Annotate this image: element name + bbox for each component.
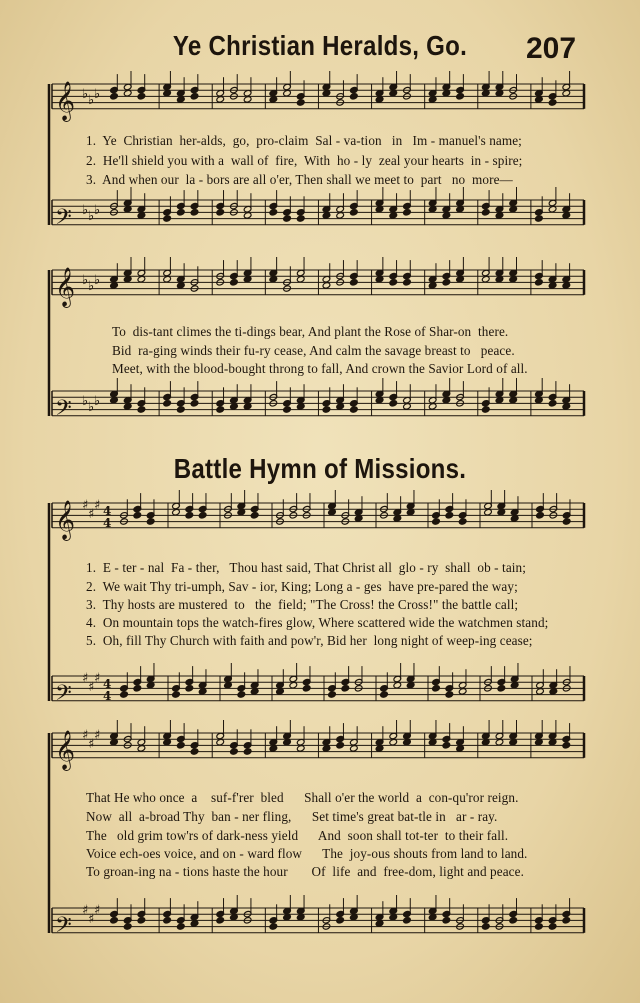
hymn1-verse3-line1: 3. And when our la - bors are all o'er, Then shall we meet to part no more— bbox=[86, 172, 513, 187]
hymn1-verse3-line2: Meet, with the blood-bought throng to fall, And crown the Savior Lord of all. bbox=[112, 361, 528, 376]
note-head bbox=[216, 917, 225, 924]
hymn1-verse1-line2: To dis-tant climes the ti-dings bear, And plant the Rose of Shar-on there. bbox=[112, 324, 509, 339]
sharp-icon: ♯ bbox=[82, 498, 89, 513]
flat-icon: ♭ bbox=[94, 203, 101, 218]
sharp-icon: ♯ bbox=[82, 671, 89, 686]
note-head bbox=[535, 215, 544, 222]
note-head bbox=[237, 691, 246, 698]
note-head bbox=[482, 923, 491, 930]
note-head bbox=[230, 748, 239, 755]
note-head bbox=[350, 93, 359, 100]
note-head bbox=[198, 512, 207, 519]
note-head bbox=[243, 748, 252, 755]
note-head bbox=[445, 691, 454, 698]
note-head bbox=[269, 923, 278, 930]
hymn1-verse2-line2: Bid ra-ging winds their fu-ry cease, And calm the savage breast to peace. bbox=[112, 343, 515, 358]
note-head bbox=[535, 923, 544, 930]
note-head bbox=[536, 512, 545, 519]
note-head bbox=[216, 209, 225, 216]
flat-icon: ♭ bbox=[94, 394, 101, 409]
flat-icon: ♭ bbox=[82, 273, 89, 288]
note-head bbox=[350, 209, 359, 216]
note-head bbox=[562, 518, 571, 525]
note-head bbox=[250, 512, 259, 519]
flat-icon: ♭ bbox=[88, 93, 95, 108]
note-head bbox=[497, 685, 506, 692]
flat-icon: ♭ bbox=[82, 87, 89, 102]
time-signature: 4 bbox=[103, 689, 112, 703]
note-head bbox=[296, 99, 305, 106]
note-head bbox=[548, 923, 557, 930]
note-head bbox=[403, 209, 412, 216]
flat-icon: ♭ bbox=[94, 273, 101, 288]
note-head bbox=[458, 518, 467, 525]
note-head bbox=[432, 518, 441, 525]
hymn2-verse5-line1: 5. Oh, fill Thy Church with faith and pow'r, Bid her long night of weep-ing cease; bbox=[86, 633, 533, 648]
sharp-icon: ♯ bbox=[94, 671, 101, 686]
note-head bbox=[230, 279, 239, 286]
note-head bbox=[110, 93, 119, 100]
hymn2-verse4-line2: Voice ech-oes voice, and on - ward flow The joy-ous shouts from land to land. bbox=[86, 846, 528, 861]
sharp-icon: ♯ bbox=[88, 737, 95, 752]
treble-clef-icon: 𝄞 bbox=[55, 729, 76, 770]
page-number: 207 bbox=[526, 32, 577, 65]
note-head bbox=[190, 93, 199, 100]
note-head bbox=[137, 917, 146, 924]
hymn1-title: Ye Christian Heralds, Go. bbox=[172, 30, 468, 61]
sharp-icon: ♯ bbox=[82, 903, 89, 918]
note-head bbox=[302, 685, 311, 692]
hymn2-verse1-line1: 1. E - ter - nal Fa - ther, Thou hast said, That Christ all glo - ry shall ob - tain; bbox=[86, 560, 526, 575]
note-head bbox=[548, 400, 557, 407]
note-head bbox=[442, 742, 451, 749]
note-head bbox=[163, 917, 172, 924]
sharp-icon: ♯ bbox=[94, 498, 101, 513]
time-signature: 4 bbox=[103, 677, 112, 691]
note-head bbox=[389, 400, 398, 407]
note-head bbox=[389, 279, 398, 286]
note-head bbox=[548, 99, 557, 106]
hymn2-title: Battle Hymn of Missions. bbox=[173, 453, 467, 484]
note-head bbox=[562, 742, 571, 749]
note-head bbox=[482, 406, 491, 413]
note-head bbox=[163, 400, 172, 407]
note-head bbox=[177, 923, 186, 930]
note-head bbox=[403, 917, 412, 924]
note-head bbox=[177, 406, 186, 413]
note-head bbox=[190, 400, 199, 407]
sharp-icon: ♯ bbox=[88, 912, 95, 927]
note-head bbox=[456, 93, 465, 100]
note-head bbox=[137, 406, 146, 413]
note-head bbox=[185, 512, 194, 519]
flat-icon: ♭ bbox=[88, 400, 95, 415]
sharp-icon: ♯ bbox=[88, 507, 95, 522]
bass-clef-icon: 𝄢 bbox=[55, 680, 72, 711]
bass-clef-icon: 𝄢 bbox=[55, 204, 72, 235]
flat-icon: ♭ bbox=[88, 279, 95, 294]
note-head bbox=[110, 917, 119, 924]
note-head bbox=[133, 685, 142, 692]
note-head bbox=[509, 917, 518, 924]
note-head bbox=[216, 406, 225, 413]
note-head bbox=[445, 512, 454, 519]
hymn1-verse1-line1: 1. Ye Christian her-alds, go, pro-claim Sal - va-tion in Im - manuel's name; bbox=[86, 133, 522, 148]
bass-clef-icon: 𝄢 bbox=[55, 395, 72, 426]
note-head bbox=[120, 691, 129, 698]
note-head bbox=[146, 518, 155, 525]
note-head bbox=[336, 742, 345, 749]
time-signature: 4 bbox=[103, 516, 112, 530]
bass-clef-icon: 𝄢 bbox=[55, 912, 72, 943]
note-head bbox=[562, 917, 571, 924]
sharp-icon: ♯ bbox=[94, 903, 101, 918]
hymn2-verse3-line1: 3. Thy hosts are mustered to the field; "The Cross! the Cross!" the battle call; bbox=[86, 597, 519, 612]
note-head bbox=[442, 279, 451, 286]
note-head bbox=[350, 406, 359, 413]
note-head bbox=[133, 512, 142, 519]
hymn2-verse5-line2: To groan-ing na - tions haste the hour Of life and free-dom, light and peace. bbox=[86, 864, 524, 879]
hymn2-verse1-line2: That He who once a suf-f'rer bled Shall o'er the world a con-qu'ror reign. bbox=[86, 790, 519, 805]
note-head bbox=[137, 93, 146, 100]
note-head bbox=[296, 215, 305, 222]
flat-icon: ♭ bbox=[88, 209, 95, 224]
note-head bbox=[380, 691, 389, 698]
hymn2-verse2-line2: Now all a-broad Thy ban - ner fling, Set time's great bat-tle in ar - ray. bbox=[86, 809, 498, 824]
flat-icon: ♭ bbox=[82, 203, 89, 218]
note-head bbox=[336, 917, 345, 924]
note-head bbox=[442, 917, 451, 924]
hymn2-verse4-line1: 4. On mountain tops the watch-fires glow, Where scattered wide the watchmen stand; bbox=[86, 615, 549, 630]
note-head bbox=[283, 215, 292, 222]
note-head bbox=[283, 406, 292, 413]
note-head bbox=[350, 279, 359, 286]
note-head bbox=[163, 215, 172, 222]
hymn1-verse2-line1: 2. He'll shield you with a wall of fire, With ho - ly zeal your hearts in - spire; bbox=[86, 153, 523, 168]
note-head bbox=[269, 209, 278, 216]
sharp-icon: ♯ bbox=[82, 728, 89, 743]
hymn2-verse3-line2: The old grim tow'rs of dark-ness yield And soon shall tot-ter to their fall. bbox=[86, 828, 509, 843]
sharp-icon: ♯ bbox=[94, 728, 101, 743]
treble-clef-icon: 𝄞 bbox=[55, 266, 76, 307]
note-head bbox=[482, 209, 491, 216]
note-head bbox=[341, 685, 350, 692]
note-head bbox=[535, 279, 544, 286]
note-head bbox=[123, 923, 132, 930]
hymn2-verse2-line1: 2. We wait Thy tri-umph, Sav - ior, King; Long a - ges have pre-pared the way; bbox=[86, 579, 518, 594]
note-head bbox=[190, 748, 199, 755]
note-head bbox=[190, 209, 199, 216]
note-head bbox=[328, 691, 337, 698]
note-head bbox=[172, 691, 181, 698]
flat-icon: ♭ bbox=[82, 394, 89, 409]
note-head bbox=[432, 685, 441, 692]
treble-clef-icon: 𝄞 bbox=[55, 499, 76, 540]
sharp-icon: ♯ bbox=[88, 680, 95, 695]
note-head bbox=[185, 685, 194, 692]
time-signature: 4 bbox=[103, 504, 112, 518]
treble-clef-icon: 𝄞 bbox=[55, 80, 76, 121]
note-head bbox=[177, 209, 186, 216]
note-head bbox=[322, 406, 331, 413]
note-head bbox=[403, 279, 412, 286]
flat-icon: ♭ bbox=[94, 87, 101, 102]
note-head bbox=[177, 742, 186, 749]
